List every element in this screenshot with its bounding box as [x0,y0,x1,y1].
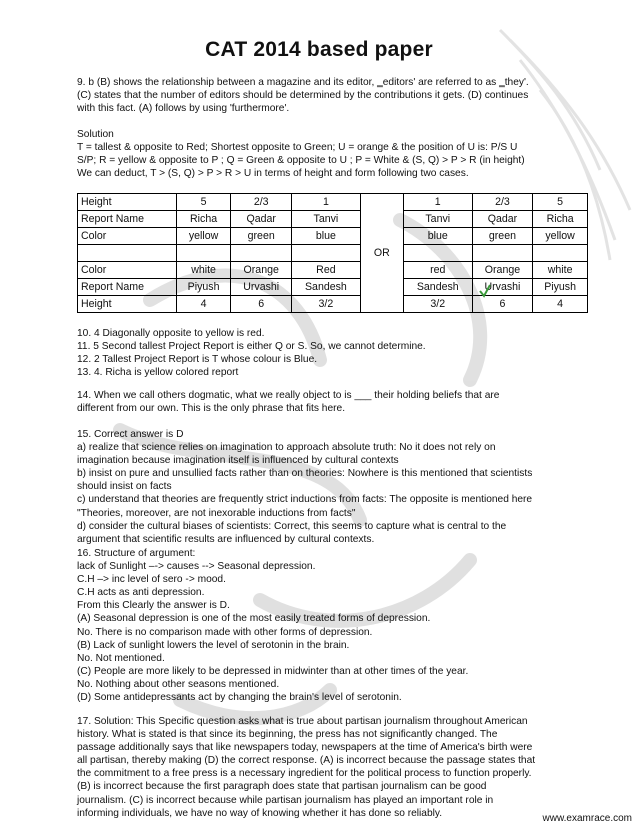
table-row [78,262,588,279]
table-cell [231,245,292,262]
row-label-cell: Color [78,228,177,245]
text-line: argument that scientific results are influenced by cultural contexts. [77,533,375,545]
question-15-answer [77,428,588,546]
table-cell: Richa [533,211,588,228]
text-line: should insist on facts [77,481,172,493]
table-row [78,211,588,228]
text-line: a) realize that science relies on imagination to approach absolute truth: No it does not rely on [77,442,496,454]
answer-11: 11. 5 Second tallest Project Report is either Q or S. So, we cannot determine. [77,341,426,353]
text-line: S/P; R = yellow & opposite to P ; Q = Green & opposite to U ; P = White & (S, Q) > P > R (in height) [77,155,525,167]
table-cell: Urvashi [231,279,292,296]
text-line: "Theories, moreover, are not inexorable inductions from facts" [77,507,356,519]
table-cell: green [472,228,533,245]
or-divider-cell: OR [360,194,403,313]
table-cell: 1 [291,194,360,211]
table-cell: Piyush [176,279,231,296]
text-line: passage additionally says that like newspapers today, newspapers at the time of America's birth were [77,742,533,754]
table-cell: 2/3 [231,194,292,211]
text-line: all partisan, thereby making (D) the correct response. (A) is incorrect because the passage states that [77,755,536,767]
table-cell [472,245,533,262]
table-cell: Sandesh [291,279,360,296]
page-title: CAT 2014 based paper [205,38,433,61]
table-cell: Qadar [231,211,292,228]
text-line: We can deduct, T > (S, Q) > P > R > U in terms of height and form following two cases. [77,168,469,180]
text-line: d) consider the cultural biases of scientists: Correct, this seems to capture what is central to the [77,520,507,532]
table-cell: blue [403,228,472,245]
table-cell: red [403,262,472,279]
text-line: different from our own. This is the only phrase that fits here. [77,403,346,415]
green-check-mark-icon [479,284,491,298]
table-row [78,279,588,296]
cases-table [77,193,588,313]
text-line: No. Not mentioned. [77,652,165,664]
table-cell [291,245,360,262]
table-cell: 5 [533,194,588,211]
table-cell: Tanvi [403,211,472,228]
text-line: (B) is incorrect because the first paragraph does state that partisan journalism can be good [77,781,487,793]
table-row [78,296,588,313]
text-line: journalism. (C) is incorrect because while partisan journalism has played an important role in [77,794,494,806]
table-cell: green [231,228,292,245]
text-line: imagination because imagination itself is influenced by cultural contexts [77,455,399,467]
answer-13: 13. 4. Richa is yellow colored report [77,367,239,379]
text-line: the commitment to a free press is a necessary ingredient for the political process to function properly. [77,768,532,780]
text-line: No. There is no comparison made with other forms of depression. [77,626,373,638]
table-cell: Urvashi [472,279,533,296]
text-line: 14. When we call others dogmatic, what we really object to is ___ their holding beliefs that are [77,390,500,401]
answer-10: 10. 4 Diagonally opposite to yellow is red. [77,328,265,339]
row-label-cell: Report Name [78,279,177,296]
row-label-cell: Height [78,296,177,313]
solution-heading: Solution [77,129,114,140]
table-cell: white [533,262,588,279]
text-line: with this fact. (A) follows by using 'furthermore'. [77,103,290,115]
table-cell: Sandesh [403,279,472,296]
solution-block [77,128,588,180]
table-cell: yellow [176,228,231,245]
text-line: C.H –> inc level of sero -> mood. [77,574,226,586]
text-line: informing individuals, we have no way of knowing whether it has done so reliably. [77,807,443,819]
footer-website: www.examrace.com [542,813,632,824]
text-line: 15. Correct answer is D [77,429,184,440]
table-cell: 1 [403,194,472,211]
text-line: No. Nothing about other seasons mentioned. [77,678,280,690]
table-row [78,194,588,211]
question-14-answer [77,389,588,415]
text-line: lack of Sunlight –-> causes --> Seasonal depression. [77,561,316,573]
answers-10-to-13 [77,327,588,379]
table-cell: Richa [176,211,231,228]
text-line: b) insist on pure and unsullied facts rather than on theories: Nowhere is this mentioned that scientists [77,468,533,480]
text-line: T = tallest & opposite to Red; Shortest opposite to Green; U = orange & the position of U is: P/S U [77,142,518,154]
table-cell: 5 [176,194,231,211]
row-label-cell [78,245,177,262]
table-cell: 3/2 [403,296,472,313]
table-row [78,228,588,245]
text-line: (C) People are more likely to be depressed in midwinter than at other times of the year. [77,665,469,677]
text-line: (D) Some antidepressants act by changing the brain's level of serotonin. [77,692,402,704]
row-label-cell: Color [78,262,177,279]
table-cell: 3/2 [291,296,360,313]
text-line: history. What is stated is that since its beginning, the press has not significantly changed. The [77,729,498,741]
table-cell: Orange [472,262,533,279]
table-cell: 4 [176,296,231,313]
table-row [78,245,588,262]
table-cell: Orange [231,262,292,279]
text-line: C.H acts as anti depression. [77,587,205,599]
table-cell: blue [291,228,360,245]
table-cell: 4 [533,296,588,313]
text-line: (B) Lack of sunlight lowers the level of serotonin in the brain. [77,639,350,651]
row-label-cell: Report Name [78,211,177,228]
table-cell: Tanvi [291,211,360,228]
question-9-explanation [77,76,588,115]
table-cell: yellow [533,228,588,245]
text-line: 9. b (B) shows the relationship between a magazine and its editor, ‗editors' are referred to as ‗they'. [77,77,529,88]
question-17-answer [77,715,588,820]
text-line: From this Clearly the answer is D. [77,600,230,612]
text-line: 16. Structure of argument: [77,548,196,559]
text-line: (A) Seasonal depression is one of the most easily treated forms of depression. [77,613,431,625]
row-label-cell: Height [78,194,177,211]
answer-12: 12. 2 Tallest Project Report is T whose colour is Blue. [77,354,318,366]
table-cell: 6 [231,296,292,313]
text-line: (C) states that the number of editors should be determined by the contributions it gets. (D) continues [77,90,529,102]
table-cell [533,245,588,262]
text-line: c) understand that theories are frequently strict inductions from facts: The opposite is mentioned here [77,494,533,506]
table-cell [403,245,472,262]
table-cell: white [176,262,231,279]
table-cell: Piyush [533,279,588,296]
table-cell: 2/3 [472,194,533,211]
text-line: 17. Solution: This Specific question asks what is true about partisan journalism throughout American [77,716,528,727]
table-cell: Qadar [472,211,533,228]
table-cell: Red [291,262,360,279]
table-cell: 6 [472,296,533,313]
table-cell [176,245,231,262]
question-16-answer [77,547,588,704]
